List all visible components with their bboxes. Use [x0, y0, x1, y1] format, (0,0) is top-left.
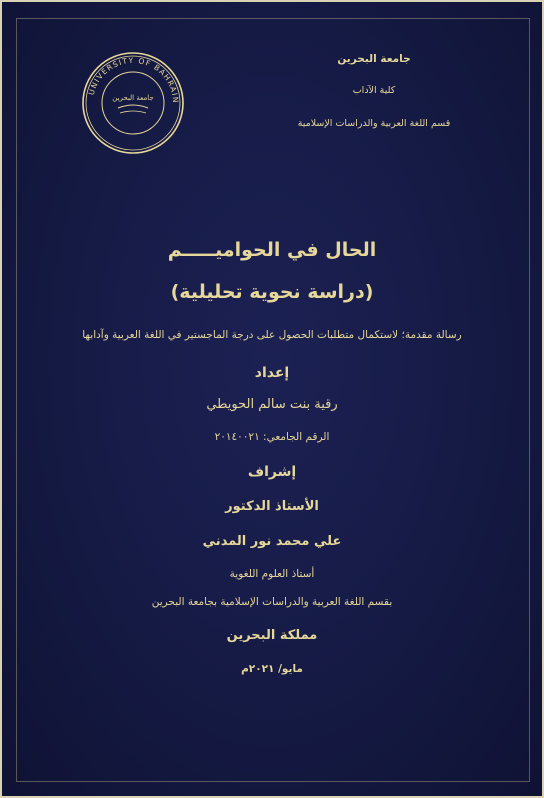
thesis-title: الحال في الحواميـــــم [167, 239, 377, 261]
prepared-by-label: إعداد [254, 365, 290, 381]
thesis-main-content [32, 238, 512, 676]
college-name: كلية الآداب [352, 84, 396, 96]
author-name: رقية بنت سالم الحويطي [206, 397, 338, 412]
university-seal-icon [80, 50, 186, 156]
thesis-description: رسالة مقدمة؛ لاستكمال متطلبات الحصول على درجة الماجستير في اللغة العربية وآدابها [82, 329, 462, 341]
department-name: قسم اللغة العربية والدراسات الإسلامية [297, 117, 451, 129]
supervisor-name: علي محمد نور المدني [202, 534, 342, 549]
student-id: الرقم الجامعي: ٢٠١٤٠٠٢١ [214, 431, 330, 443]
seal-inner-text: جامعة البحرين [112, 94, 154, 102]
university-header [264, 54, 484, 150]
supervisor-title: الأستاذ الدكتور [225, 499, 319, 514]
university-name: جامعة البحرين [337, 53, 411, 65]
seal-outer-text: UNIVERSITY OF BAHRAIN [86, 55, 181, 104]
submission-date: مايو/ ٢٠٢١م [241, 663, 303, 675]
thesis-subtitle: (دراسة نحوية تحليلية) [170, 281, 374, 303]
supervisor-position: أستاذ العلوم اللغوية [229, 568, 315, 580]
country-name: مملكة البحرين [226, 628, 318, 643]
supervision-label: إشراف [247, 464, 297, 480]
supervisor-affiliation: بقسم اللغة العربية والدراسات الإسلامية بجامعة البحرين [151, 596, 393, 608]
